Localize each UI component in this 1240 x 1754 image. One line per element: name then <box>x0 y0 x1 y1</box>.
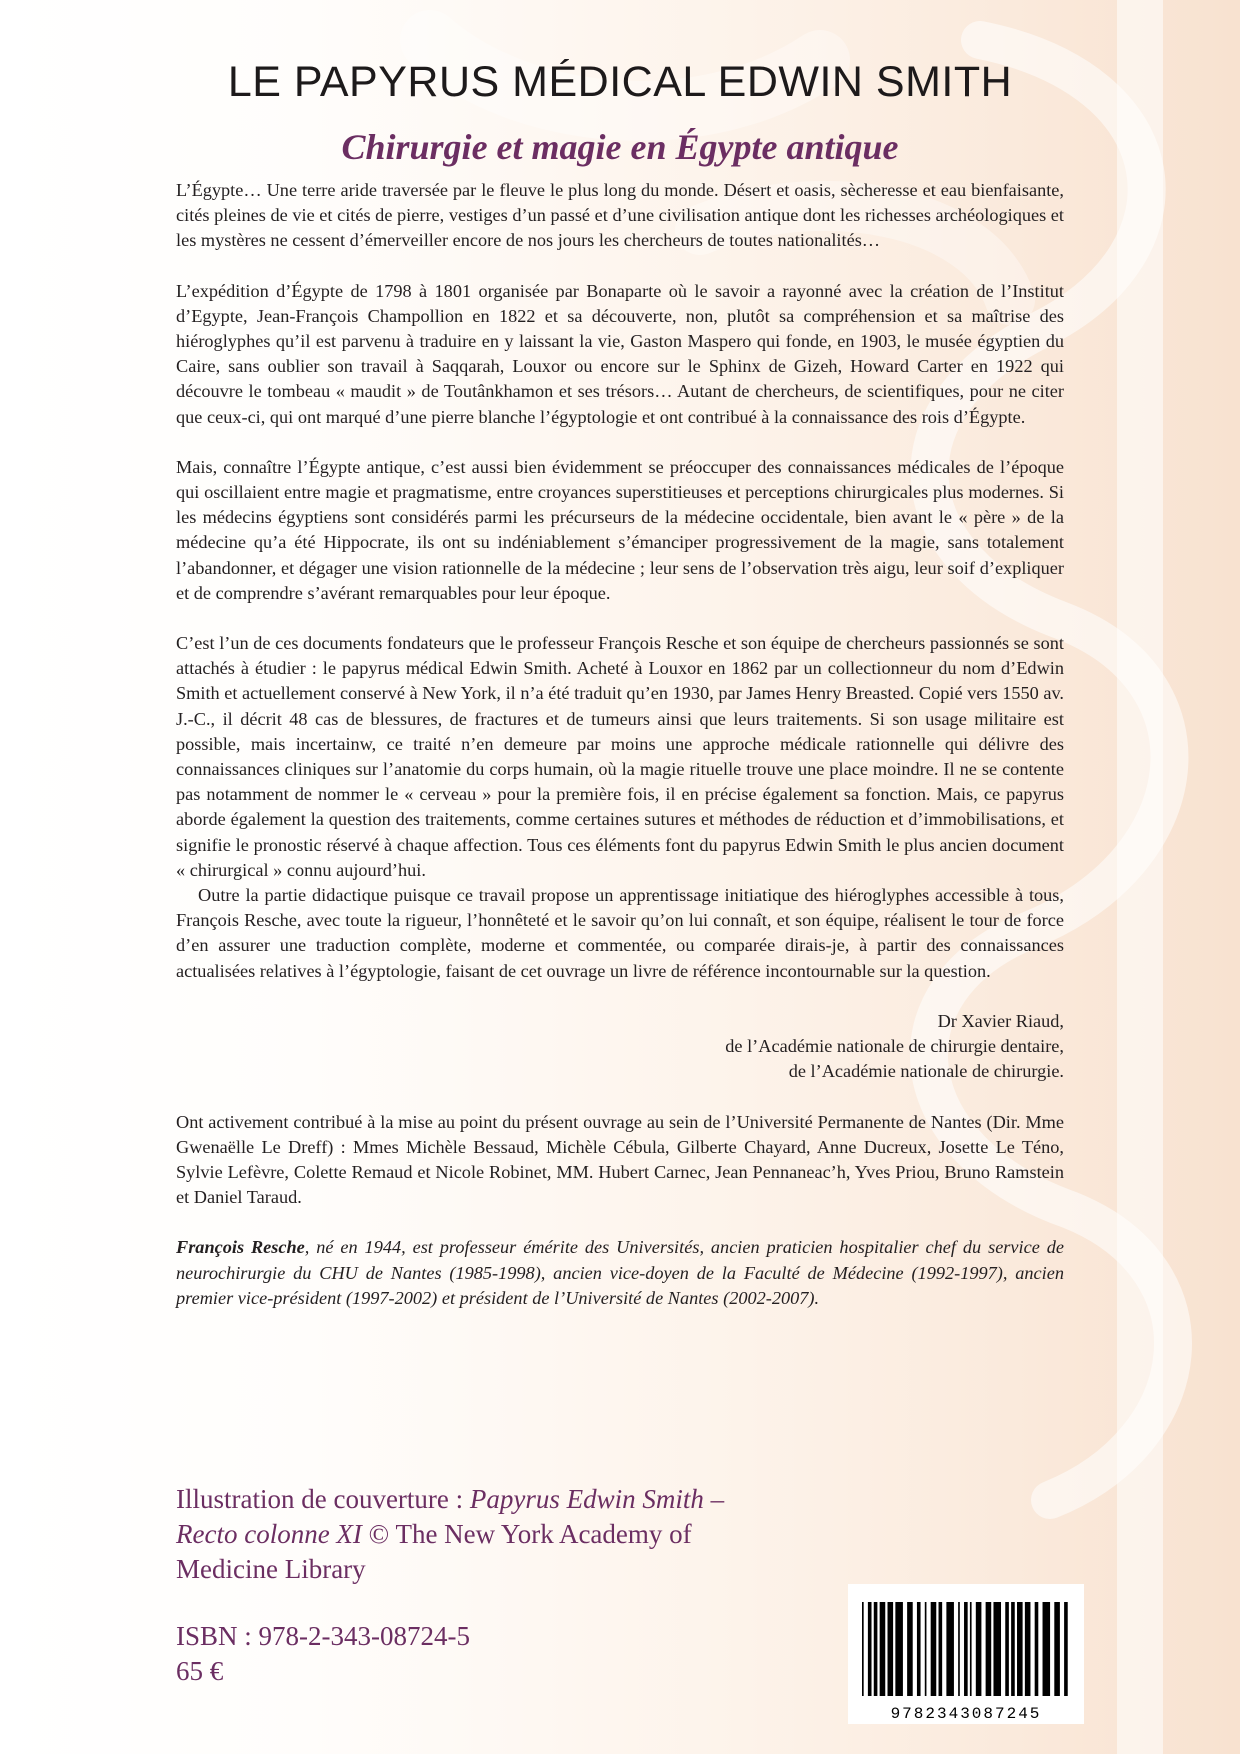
cover-illustration-credit <box>176 1482 736 1587</box>
barcode-bar <box>1005 1602 1009 1696</box>
blurb-paragraph: Outre la partie didactique puisque ce travail propose un apprentissage initiatique des hiéroglyphes accessible à tous, François Resche, avec toute la rigueur, l’honnêteté et le savoir qu’on lui connaît, et son équipe, réalisent le tour de force d’en assurer une traduction complète, moderne et commentée, ou comparée dirais-je, à partir des connaissances actualisées relatives à l’égyptologie, faisant de cet ouvrage un livre de référence incontournable sur la question. <box>176 885 1064 981</box>
barcode <box>848 1584 1084 1724</box>
preface-signature <box>176 1009 1064 1085</box>
signature-affiliation: de l’Académie nationale de chirurgie dentaire, <box>725 1036 1064 1057</box>
barcode-bar <box>986 1602 992 1696</box>
barcode-number: 9782343087245 <box>890 1705 1042 1723</box>
blurb-paragraph: L’Égypte… Une terre aride traversée par le fleuve le plus long du monde. Désert et oasis, sècheresse et eau bienfaisante, cités pleines de vie et cités de pierre, vestiges d’un passé et d’une civilisation antique dont les richesses archéologiques et les mystères ne cessent d’émerveiller encore de nos jours les chercheurs de toutes nationalités… <box>176 180 1064 251</box>
blurb-paragraph: Mais, connaître l’Égypte antique, c’est aussi bien évidemment se préoccuper des connaissances médicales de l’époque qui oscillaient entre magie et pragmatisme, entre croyances superstitieuses et perceptions chirurgicales plus modernes. Si les médecins égyptiens sont considérés parmi les précurseurs de la médecine occidentale, bien avant le « père » de la médecine qu’a été Hippocrate, ils ont su indéniablement s’émanciper progressivement de la magie, sans totalement l’abandonner, et dégager une vision rationnelle de la médecine ; leur sens de l’observation très aigu, leur soif d’expliquer et de comprendre s’avérant remarquables pour leur époque. <box>176 456 1064 603</box>
barcode-graphic <box>848 1584 1084 1724</box>
barcode-bar <box>1017 1602 1023 1696</box>
barcode-bar <box>970 1602 972 1696</box>
barcode-bar <box>874 1602 878 1696</box>
barcode-bar <box>895 1602 903 1696</box>
credit-prefix: Illustration de couverture : <box>176 1484 470 1514</box>
barcode-bar <box>946 1602 954 1696</box>
barcode-bar <box>925 1602 927 1696</box>
contributors-note: Ont activement contribué à la mise au point du présent ouvrage au sein de l’Université Permanente de Nantes (Dir. Mme Gwenaëlle Le Dreff) : Mmes Michèle Bessaud, Michèle Cébula, Gilberte Chayard, Anne Ducreux, Josette Le Téno, Sylvie Lefèvre, Colette Remaud et Nicole Robinet, MM. Hubert Carnec, Jean Pennaneac’h, Yves Priou, Bruno Ramstein et Daniel Taraud. <box>176 1111 1064 1208</box>
author-bio-text: , né en 1944, est professeur émérite des Universités, ancien praticien hospitalier chef du service de neurochirurgie du CHU de Nantes (1985-1998), ancien vice-doyen de la Faculté de Médecine (1992-1997), ancien premier vice-président (1997-2002) et président de l’Université de Nantes (2002-2007). <box>176 1237 1064 1308</box>
signature-affiliation: de l’Académie nationale de chirurgie. <box>788 1061 1064 1082</box>
credit-suffix: © The New York Academy of Medicine Library <box>176 1519 692 1584</box>
barcode-bar <box>976 1602 982 1696</box>
barcode-bar <box>958 1602 960 1696</box>
barcode-bar <box>862 1602 864 1696</box>
book-title: LE PAPYRUS MÉDICAL EDWIN SMITH <box>227 58 1013 106</box>
barcode-bar <box>868 1602 872 1696</box>
blurb-paragraph: C’est l’un de ces documents fondateurs que le professeur François Resche et son équipe de chercheurs passionnés se sont attachés à étudier : le papyrus médical Edwin Smith. Acheté à Louxor en 1862 par un collectionneur du nom d’Edwin Smith et actuellement conservé à New York, il n’a été traduit qu’en 1930, par James Henry Breasted. Copié vers 1550 av. J.-C., il décrit 48 cas de blessures, de fractures et de tumeurs ainsi que leurs traitements. Si son usage militaire est possible, mais incertainw, ce traité n’en demeure par moins une approche médicale rationnelle qui délivre des connaissances cliniques sur l’anatomie du corps humain, où la magie rituelle trouve une place moindre. Il ne se contente pas notamment de nommer le « cerveau » pour la première fois, il en précise également sa fonction. Mais, ce papyrus aborde également la question des traitements, comme certaines sutures et méthodes de réduction et d’immobilisations, et signifie le pronostic réservé à chaque affection. Tous ces éléments font du papyrus Edwin Smith le plus ancien document « chirurgical » connu aujourd’hui. <box>176 633 1064 880</box>
barcode-bar <box>1043 1602 1051 1696</box>
isbn-price-block <box>176 1619 470 1689</box>
signature-name: Dr Xavier Riaud, <box>937 1010 1064 1031</box>
barcode-bar <box>939 1602 943 1696</box>
price: 65 € <box>176 1656 224 1686</box>
isbn: ISBN : 978-2-343-08724-5 <box>176 1621 470 1651</box>
barcode-bar <box>917 1602 921 1696</box>
barcode-bar <box>1054 1602 1060 1696</box>
book-subtitle: Chirurgie et magie en Égypte antique <box>341 127 899 167</box>
blurb <box>176 178 1064 1336</box>
barcode-bar <box>964 1602 968 1696</box>
barcode-bar <box>888 1602 894 1696</box>
barcode-bar <box>907 1602 913 1696</box>
author-bio <box>176 1235 1064 1311</box>
barcode-bar <box>1011 1602 1015 1696</box>
author-name: François Resche <box>176 1237 305 1258</box>
barcode-bar <box>1064 1602 1068 1696</box>
barcode-bar <box>1035 1602 1039 1696</box>
barcode-bar <box>931 1602 937 1696</box>
blurb-paragraph: L’expédition d’Égypte de 1798 à 1801 organisée par Bonaparte où le savoir a rayonné avec la création de l’Institut d’Egypte, Jean-François Champollion en 1822 et sa découverte, non, plutôt sa compréhension et sa maîtrise des hiéroglyphes qu’il est parvenu à traduire en y laissant la vie, Gaston Maspero qui fonde, en 1903, le musée égyptien du Caire, sans oublier son travail à Saqqarah, Louxor ou encore sur le Sphinx de Gizeh, Howard Carter en 1922 qui découvre le tombeau « maudit » de Toutânkhamon et ses trésors… Autant de chercheurs, de scientifiques, pour ne citer que ceux-ci, qui ont marqué d’une pierre blanche l’égyptologie et ont contribué à la connaissance des rois d’Égypte. <box>176 280 1064 427</box>
barcode-bar <box>880 1602 886 1696</box>
credit-work: Papyrus Edwin Smith – Recto colonne XI <box>176 1484 725 1549</box>
barcode-bar <box>993 1602 1001 1696</box>
barcode-bar <box>1025 1602 1031 1696</box>
